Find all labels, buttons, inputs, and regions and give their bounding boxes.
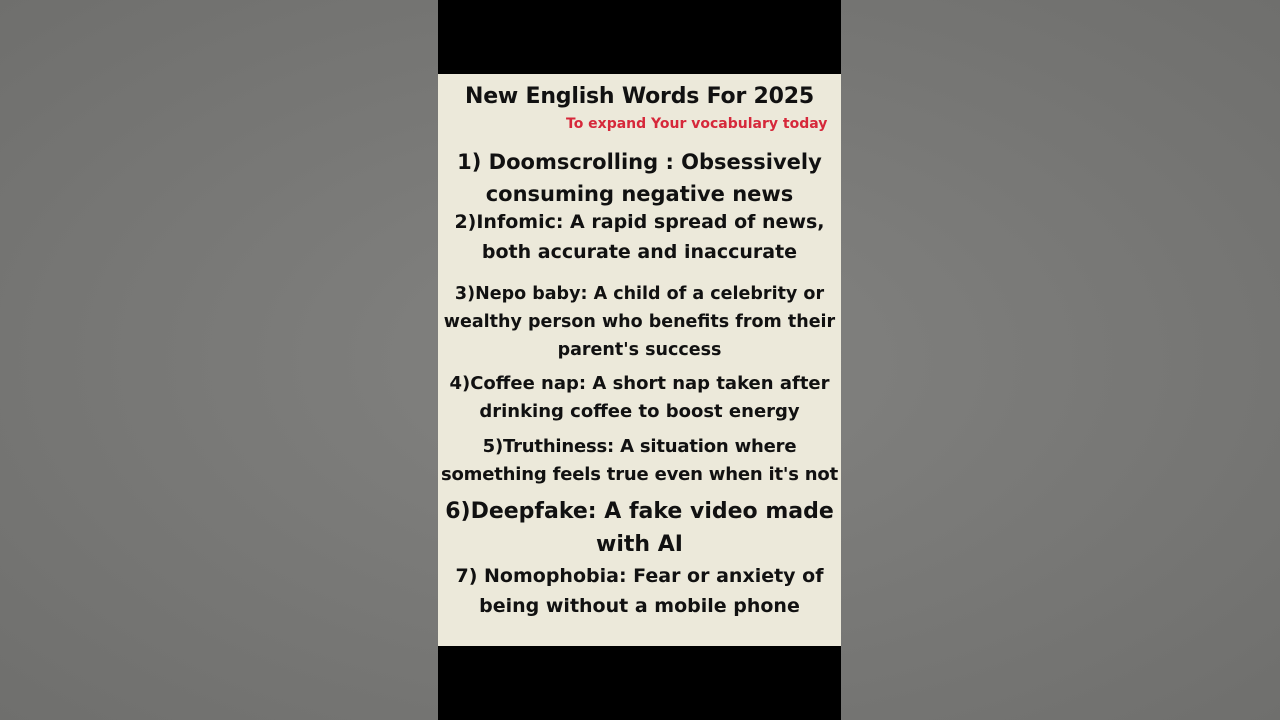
vocabulary-card — [438, 74, 841, 646]
word-item-coffee-nap: 4)Coffee nap: A short nap taken after drinking coffee to boost energy — [449, 373, 830, 422]
word-item-infomic: 2)Infomic: A rapid spread of news, both accurate and inaccurate — [454, 211, 825, 263]
card-title: New English Words For 2025 — [465, 84, 814, 109]
word-item-nomophobia: 7) Nomophobia: Fear or anxiety of being without a mobile phone — [455, 565, 824, 617]
word-item-truthiness: 5)Truthiness: A situation where something feels true even when it's not — [441, 436, 838, 485]
card-subtitle: To expand Your vocabulary today — [566, 116, 828, 132]
word-item-nepo-baby: 3)Nepo baby: A child of a celebrity or wealthy person who benefits from their parent's success — [443, 284, 836, 360]
word-item-doomscrolling: 1) Doomscrolling : Obsessively consuming negative news — [457, 150, 822, 206]
word-item-deepfake: 6)Deepfake: A fake video made with AI — [445, 499, 834, 557]
